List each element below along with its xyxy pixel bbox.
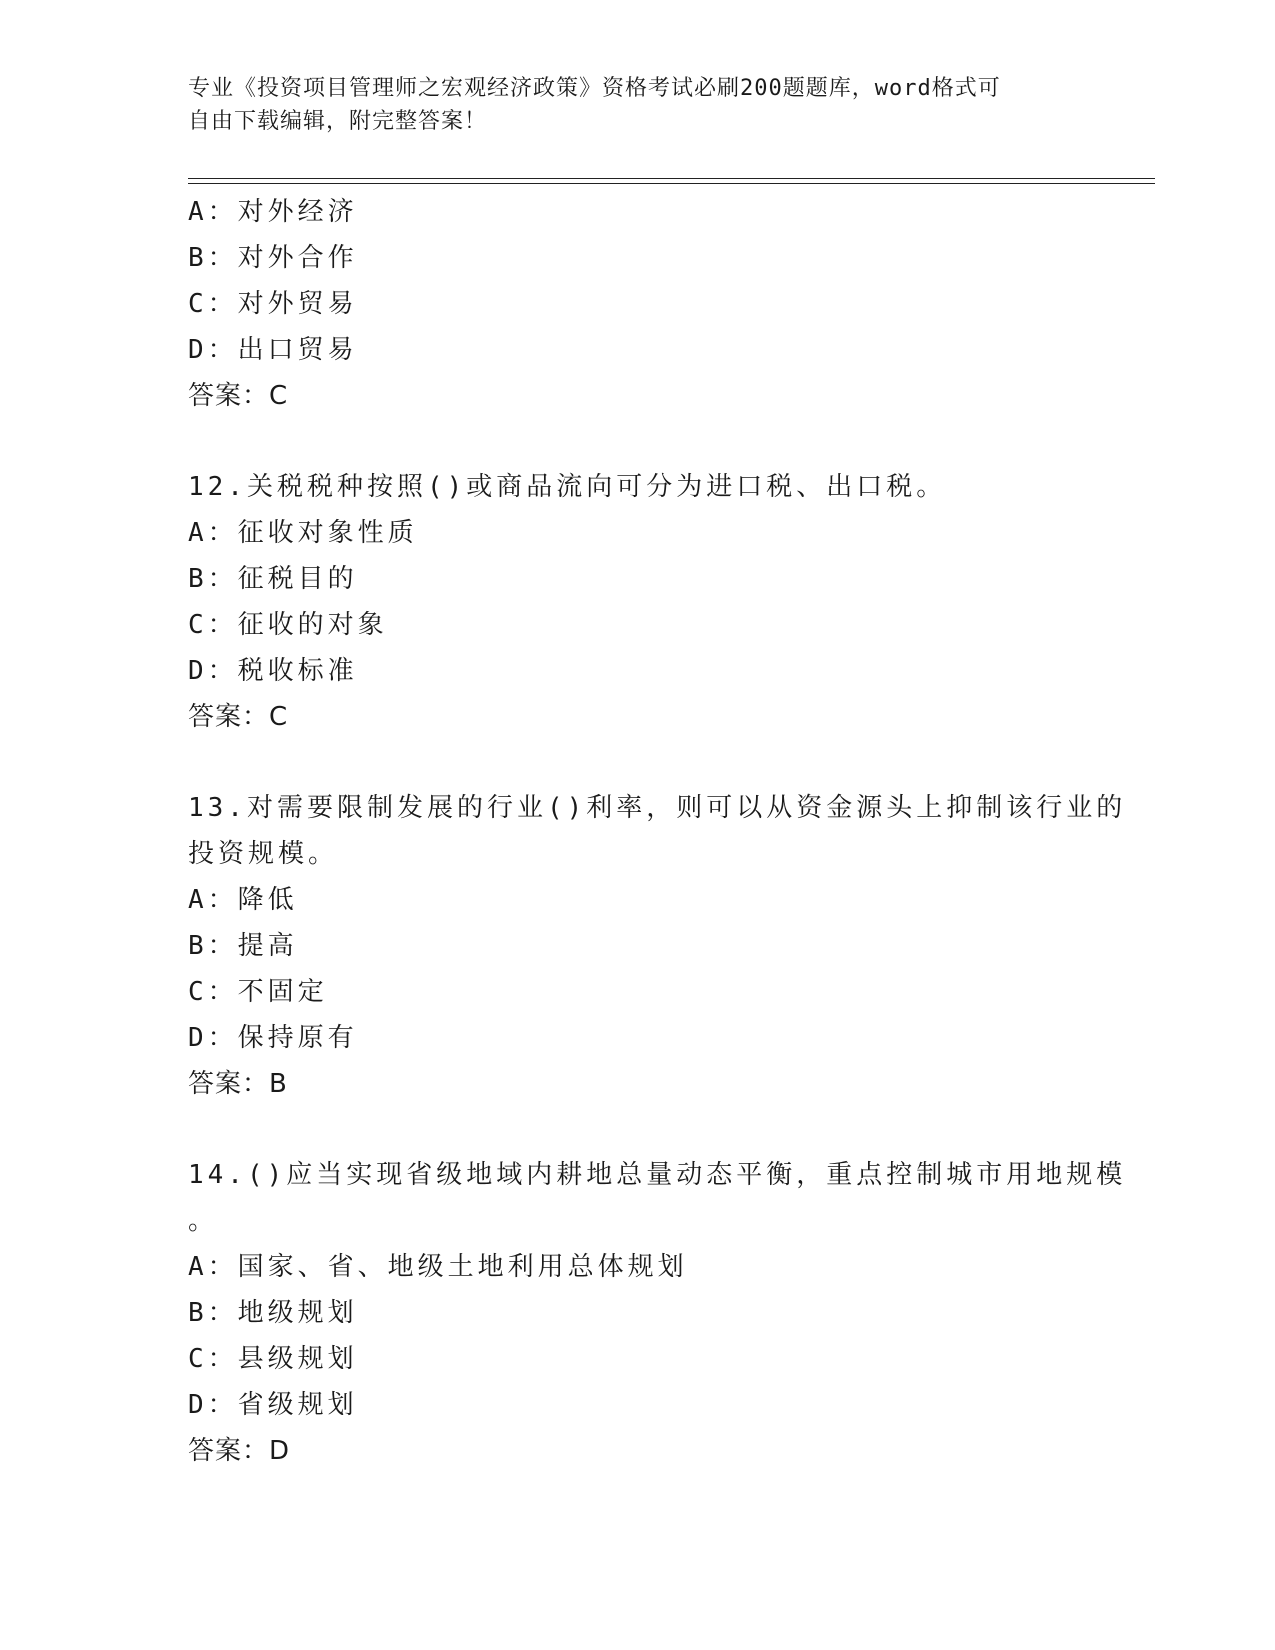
option-d: D：税收标准 [188, 656, 358, 686]
question-block-12 [188, 464, 1088, 740]
spacer [188, 740, 1088, 785]
option-a: A：对外经济 [188, 197, 358, 227]
spacer [188, 419, 1088, 464]
option-d: D：保持原有 [188, 1023, 358, 1053]
question-text-line-1: 13.对需要限制发展的行业()利率，则可以从资金源头上抑制该行业的 [188, 793, 1127, 823]
question-block-14 [188, 1152, 1127, 1474]
option-b: B：对外合作 [188, 243, 358, 273]
option-a: A：征收对象性质 [188, 518, 418, 548]
header-line-1: 专业《投资项目管理师之宏观经济政策》资格考试必刷200题题库，word格式可 [188, 76, 1001, 101]
option-c: C：县级规划 [188, 1344, 358, 1374]
question-text-line-1: 14.()应当实现省级地域内耕地总量动态平衡，重点控制城市用地规模 [188, 1160, 1127, 1190]
option-a: A：降低 [188, 885, 298, 915]
option-b: B：提高 [188, 931, 298, 961]
option-b: B：征税目的 [188, 564, 358, 594]
header-rule-bottom [188, 183, 1155, 184]
option-c: C：征收的对象 [188, 610, 388, 640]
header-line-2: 自由下载编辑，附完整答案！ [188, 109, 488, 134]
question-list [188, 189, 1127, 1474]
question-text-line-2: 。 [188, 1206, 219, 1236]
answer-line: 答案：C [188, 702, 289, 732]
option-d: D：省级规划 [188, 1390, 358, 1420]
option-d: D：出口贸易 [188, 335, 358, 365]
spacer [188, 1107, 1088, 1152]
answer-line: 答案：B [188, 1069, 288, 1099]
question-block-11 [188, 189, 1088, 419]
question-text-line-2: 投资规模。 [188, 839, 339, 869]
header-rule-top [188, 178, 1155, 179]
document-header [188, 72, 1088, 138]
option-a: A：国家、省、地级土地利用总体规划 [188, 1252, 688, 1282]
option-c: C：不固定 [188, 977, 328, 1007]
option-c: C：对外贸易 [188, 289, 358, 319]
option-b: B：地级规划 [188, 1298, 358, 1328]
question-text: 12.关税税种按照()或商品流向可分为进口税、出口税。 [188, 472, 947, 502]
answer-line: 答案：D [188, 1436, 291, 1466]
answer-line: 答案：C [188, 381, 289, 411]
question-block-13 [188, 785, 1127, 1107]
